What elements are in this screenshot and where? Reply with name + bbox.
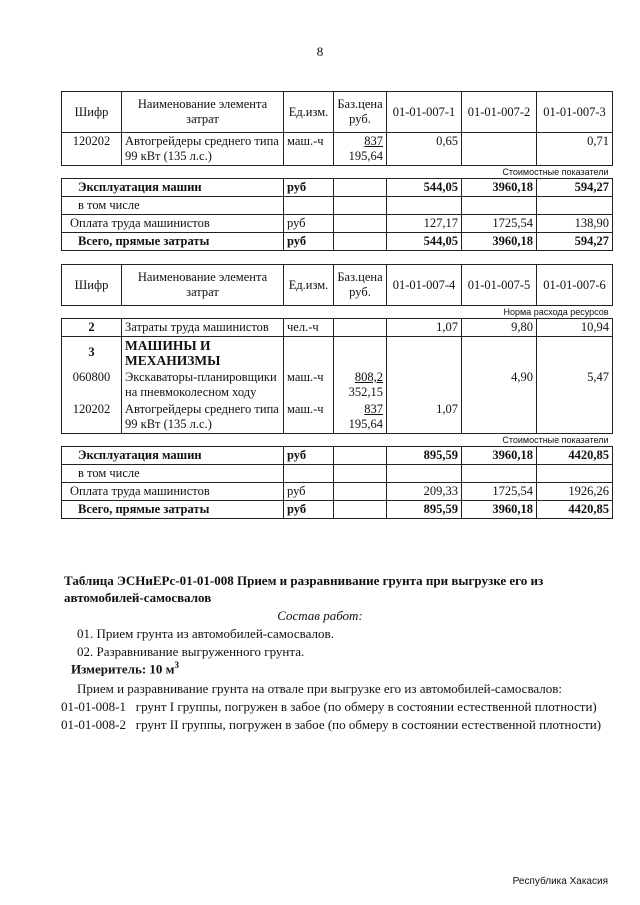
summary-empty (334, 501, 387, 519)
row-price (334, 319, 387, 337)
table-row (62, 319, 613, 337)
summary-value: 1725,54 (462, 215, 537, 233)
summary-row (62, 447, 613, 465)
table-header-row (62, 92, 613, 133)
summary-value (387, 465, 462, 483)
empty-cell (387, 337, 462, 370)
header-code: Шифр (62, 265, 122, 306)
price-top: 808,2 (354, 370, 383, 384)
row-value-3: 0,71 (537, 133, 613, 166)
row-value-1: 1,07 (387, 319, 462, 337)
code-text: грунт I группы, погружен в забое (по обмеру в состоянии естественной плотности) (135, 699, 597, 714)
row-name: Экскаваторы-планировщики на пневмоколесном ходу (122, 369, 284, 401)
summary-value: 3960,18 (462, 233, 537, 251)
header-name: Наименование элемента затрат (122, 92, 284, 133)
composition-title: Состав работ: (277, 608, 363, 623)
summary-row (62, 179, 613, 197)
summary-value: 895,59 (387, 447, 462, 465)
section-label: Стоимостные показатели (62, 434, 613, 447)
row-value-2 (462, 401, 537, 434)
row-value-3: 10,94 (537, 319, 613, 337)
summary-value: 544,05 (387, 233, 462, 251)
row-price (334, 401, 387, 434)
row-value-1: 1,07 (387, 401, 462, 434)
section-label-row (62, 434, 613, 447)
summary-row (62, 233, 613, 251)
empty-cell (462, 337, 537, 370)
summary-unit (284, 465, 334, 483)
table-row (62, 133, 613, 166)
code: 01-01-008-1 (61, 699, 126, 714)
summary-label: Всего, прямые затраты (62, 233, 284, 251)
row-name: Затраты труда машинистов (122, 319, 284, 337)
summary-row (62, 197, 613, 215)
table-row (62, 401, 613, 434)
header-col-3: 01-01-007-3 (537, 92, 613, 133)
summary-value (537, 465, 613, 483)
norm-label-row (62, 306, 613, 319)
row-value-1: 0,65 (387, 133, 462, 166)
summary-value: 209,33 (387, 483, 462, 501)
header-unit: Ед.изм. (284, 92, 334, 133)
row-value-2: 4,90 (462, 369, 537, 401)
summary-value (537, 197, 613, 215)
row-unit: маш.-ч (284, 133, 334, 166)
summary-value: 3960,18 (462, 447, 537, 465)
summary-empty (334, 197, 387, 215)
summary-label: в том числе (62, 197, 284, 215)
measure-superscript: 3 (174, 660, 180, 670)
price-top: 837 (364, 402, 383, 416)
group-code: 3 (62, 337, 122, 370)
section-title: Таблица ЭСНиЕРс-01-01-008 Прием и разравнивание грунта при выгрузке его из автомобилей-самосвалов (64, 573, 544, 605)
group-header-row (62, 337, 613, 370)
summary-value: 895,59 (387, 501, 462, 519)
header-col-2: 01-01-007-2 (462, 92, 537, 133)
header-col-4: 01-01-007-4 (387, 265, 462, 306)
resource-table-1 (61, 91, 613, 251)
row-unit: маш.-ч (284, 369, 334, 401)
summary-value: 4420,85 (537, 501, 613, 519)
work-item: 01. Прием грунта из автомобилей-самосвалов. (77, 626, 334, 641)
row-value-1 (387, 369, 462, 401)
summary-unit: руб (284, 483, 334, 501)
price-bottom: 195,64 (348, 149, 383, 163)
summary-unit (284, 197, 334, 215)
row-code: 060800 (62, 369, 122, 401)
code-line (61, 699, 597, 715)
header-price: Баз.цена руб. (334, 92, 387, 133)
summary-row (62, 501, 613, 519)
price-bottom: 352,15 (348, 385, 383, 399)
summary-value: 4420,85 (537, 447, 613, 465)
group-name: МАШИНЫ И МЕХАНИЗМЫ (122, 337, 284, 370)
summary-label: Оплата труда машинистов (62, 483, 284, 501)
row-value-2 (462, 133, 537, 166)
summary-label: Эксплуатация машин (62, 179, 284, 197)
resource-table-2 (61, 264, 613, 519)
row-name: Автогрейдеры среднего типа 99 кВт (135 л.с.) (122, 133, 284, 166)
code-text: грунт II группы, погружен в забое (по обмеру в состоянии естественной плотности) (135, 717, 602, 732)
row-price (334, 133, 387, 166)
summary-unit: руб (284, 447, 334, 465)
row-code: 120202 (62, 401, 122, 434)
page-number: 8 (316, 44, 324, 59)
summary-value: 594,27 (537, 233, 613, 251)
footer-region: Республика Хакасия (512, 876, 608, 887)
work-item: 02. Разравнивание выгруженного грунта. (77, 644, 305, 659)
row-value-3: 5,47 (537, 369, 613, 401)
row-code: 120202 (62, 133, 122, 166)
measure-label (71, 660, 179, 677)
empty-cell (334, 337, 387, 370)
header-col-6: 01-01-007-6 (537, 265, 613, 306)
norm-label: Норма расхода ресурсов (62, 306, 613, 319)
summary-row (62, 483, 613, 501)
row-value-3 (537, 401, 613, 434)
header-name: Наименование элемента затрат (122, 265, 284, 306)
section-label: Стоимостные показатели (62, 166, 613, 179)
summary-label: Всего, прямые затраты (62, 501, 284, 519)
header-unit: Ед.изм. (284, 265, 334, 306)
summary-unit: руб (284, 501, 334, 519)
header-col-5: 01-01-007-5 (462, 265, 537, 306)
summary-unit: руб (284, 233, 334, 251)
price-top: 837 (364, 134, 383, 148)
header-price: Баз.цена руб. (334, 265, 387, 306)
header-col-1: 01-01-007-1 (387, 92, 462, 133)
summary-empty (334, 447, 387, 465)
price-bottom: 195,64 (348, 417, 383, 431)
empty-cell (284, 337, 334, 370)
summary-value (462, 197, 537, 215)
summary-value (462, 465, 537, 483)
row-value-2: 9,80 (462, 319, 537, 337)
summary-value: 1926,26 (537, 483, 613, 501)
summary-value: 594,27 (537, 179, 613, 197)
summary-empty (334, 179, 387, 197)
summary-value: 3960,18 (462, 501, 537, 519)
summary-empty (334, 483, 387, 501)
row-unit: маш.-ч (284, 401, 334, 434)
row-code: 2 (62, 319, 122, 337)
section-label-row (62, 166, 613, 179)
summary-label: Оплата труда машинистов (62, 215, 284, 233)
code-line (61, 717, 601, 733)
summary-value: 544,05 (387, 179, 462, 197)
code: 01-01-008-2 (61, 717, 126, 732)
description: Прием и разравнивание грунта на отвале при выгрузке его из автомобилей-самосвалов: (77, 681, 563, 696)
summary-value: 138,90 (537, 215, 613, 233)
row-name: Автогрейдеры среднего типа 99 кВт (135 л.с.) (122, 401, 284, 434)
table-row (62, 369, 613, 401)
summary-row (62, 465, 613, 483)
table-header-row (62, 265, 613, 306)
row-unit: чел.-ч (284, 319, 334, 337)
summary-unit: руб (284, 215, 334, 233)
measure-text: Измеритель: 10 м (71, 661, 175, 677)
summary-label: в том числе (62, 465, 284, 483)
empty-cell (537, 337, 613, 370)
summary-value (387, 197, 462, 215)
summary-empty (334, 233, 387, 251)
summary-value: 127,17 (387, 215, 462, 233)
summary-label: Эксплуатация машин (62, 447, 284, 465)
summary-row (62, 215, 613, 233)
summary-empty (334, 215, 387, 233)
summary-value: 1725,54 (462, 483, 537, 501)
summary-value: 3960,18 (462, 179, 537, 197)
summary-unit: руб (284, 179, 334, 197)
header-code: Шифр (62, 92, 122, 133)
summary-empty (334, 465, 387, 483)
row-price (334, 369, 387, 401)
